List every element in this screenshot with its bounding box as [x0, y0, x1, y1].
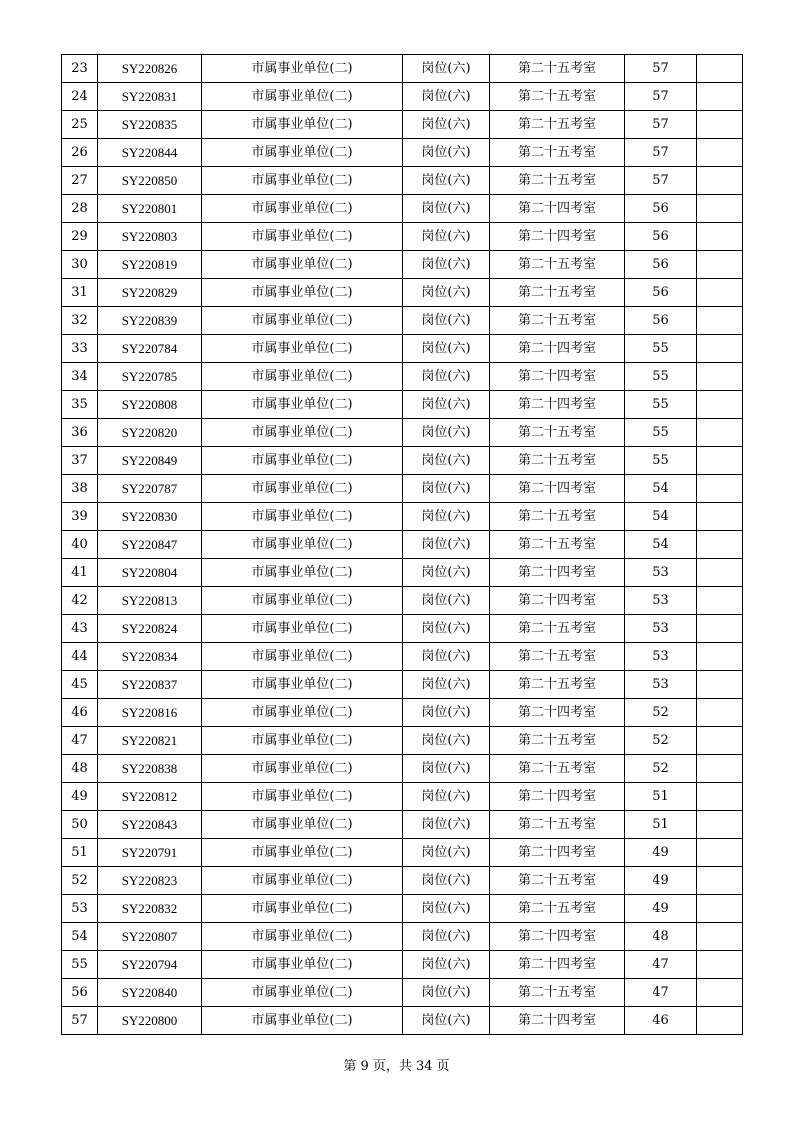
table-row	[62, 251, 743, 279]
table-row	[62, 279, 743, 307]
cell-position: 岗位(六)	[403, 895, 490, 923]
cell-serial-number: 38	[62, 475, 98, 503]
cell-position: 岗位(六)	[403, 671, 490, 699]
cell-serial-number: 48	[62, 755, 98, 783]
cell-unit: 市属事业单位(二)	[202, 531, 403, 559]
cell-serial-number: 51	[62, 839, 98, 867]
score-table	[61, 54, 743, 1035]
cell-serial-number: 27	[62, 167, 98, 195]
cell-score: 54	[625, 475, 697, 503]
cell-exam-room: 第二十五考室	[490, 83, 625, 111]
cell-serial-number: 28	[62, 195, 98, 223]
cell-unit: 市属事业单位(二)	[202, 279, 403, 307]
cell-serial-number: 45	[62, 671, 98, 699]
cell-position: 岗位(六)	[403, 419, 490, 447]
table-row	[62, 83, 743, 111]
cell-candidate-id: SY220847	[98, 531, 202, 559]
cell-score: 54	[625, 531, 697, 559]
cell-candidate-id: SY220849	[98, 447, 202, 475]
cell-score: 47	[625, 979, 697, 1007]
cell-candidate-id: SY220844	[98, 139, 202, 167]
table-row	[62, 979, 743, 1007]
cell-position: 岗位(六)	[403, 951, 490, 979]
cell-position: 岗位(六)	[403, 699, 490, 727]
cell-remark	[697, 671, 743, 699]
cell-unit: 市属事业单位(二)	[202, 783, 403, 811]
cell-position: 岗位(六)	[403, 783, 490, 811]
cell-exam-room: 第二十四考室	[490, 195, 625, 223]
cell-exam-room: 第二十四考室	[490, 1007, 625, 1035]
cell-exam-room: 第二十四考室	[490, 335, 625, 363]
cell-candidate-id: SY220837	[98, 671, 202, 699]
cell-unit: 市属事业单位(二)	[202, 727, 403, 755]
cell-candidate-id: SY220850	[98, 167, 202, 195]
cell-score: 53	[625, 615, 697, 643]
cell-serial-number: 53	[62, 895, 98, 923]
cell-score: 49	[625, 895, 697, 923]
cell-unit: 市属事业单位(二)	[202, 251, 403, 279]
cell-score: 57	[625, 167, 697, 195]
cell-serial-number: 47	[62, 727, 98, 755]
cell-position: 岗位(六)	[403, 447, 490, 475]
cell-unit: 市属事业单位(二)	[202, 671, 403, 699]
cell-candidate-id: SY220821	[98, 727, 202, 755]
cell-remark	[697, 307, 743, 335]
cell-score: 51	[625, 811, 697, 839]
cell-score: 52	[625, 727, 697, 755]
cell-candidate-id: SY220794	[98, 951, 202, 979]
table-row	[62, 307, 743, 335]
cell-serial-number: 55	[62, 951, 98, 979]
cell-unit: 市属事业单位(二)	[202, 391, 403, 419]
cell-unit: 市属事业单位(二)	[202, 83, 403, 111]
cell-candidate-id: SY220813	[98, 587, 202, 615]
cell-candidate-id: SY220784	[98, 335, 202, 363]
table-row	[62, 335, 743, 363]
cell-candidate-id: SY220823	[98, 867, 202, 895]
cell-unit: 市属事业单位(二)	[202, 811, 403, 839]
cell-remark	[697, 251, 743, 279]
table-row	[62, 615, 743, 643]
table-row	[62, 195, 743, 223]
cell-unit: 市属事业单位(二)	[202, 755, 403, 783]
cell-candidate-id: SY220824	[98, 615, 202, 643]
cell-exam-room: 第二十四考室	[490, 587, 625, 615]
table-row	[62, 559, 743, 587]
table-row	[62, 475, 743, 503]
cell-exam-room: 第二十五考室	[490, 167, 625, 195]
cell-serial-number: 30	[62, 251, 98, 279]
cell-serial-number: 49	[62, 783, 98, 811]
cell-candidate-id: SY220840	[98, 979, 202, 1007]
cell-remark	[697, 699, 743, 727]
cell-exam-room: 第二十五考室	[490, 251, 625, 279]
table-row	[62, 895, 743, 923]
cell-score: 57	[625, 111, 697, 139]
table-row	[62, 55, 743, 83]
cell-serial-number: 52	[62, 867, 98, 895]
cell-score: 56	[625, 195, 697, 223]
cell-exam-room: 第二十四考室	[490, 783, 625, 811]
cell-score: 57	[625, 139, 697, 167]
cell-serial-number: 31	[62, 279, 98, 307]
cell-position: 岗位(六)	[403, 643, 490, 671]
cell-score: 57	[625, 83, 697, 111]
cell-position: 岗位(六)	[403, 111, 490, 139]
cell-candidate-id: SY220835	[98, 111, 202, 139]
cell-remark	[697, 587, 743, 615]
cell-unit: 市属事业单位(二)	[202, 951, 403, 979]
cell-score: 56	[625, 223, 697, 251]
cell-remark	[697, 643, 743, 671]
cell-position: 岗位(六)	[403, 279, 490, 307]
cell-unit: 市属事业单位(二)	[202, 923, 403, 951]
cell-unit: 市属事业单位(二)	[202, 55, 403, 83]
table-row	[62, 531, 743, 559]
cell-unit: 市属事业单位(二)	[202, 363, 403, 391]
cell-serial-number: 34	[62, 363, 98, 391]
cell-remark	[697, 195, 743, 223]
table-row	[62, 223, 743, 251]
cell-exam-room: 第二十四考室	[490, 223, 625, 251]
cell-candidate-id: SY220831	[98, 83, 202, 111]
cell-serial-number: 43	[62, 615, 98, 643]
cell-candidate-id: SY220807	[98, 923, 202, 951]
cell-candidate-id: SY220803	[98, 223, 202, 251]
cell-remark	[697, 839, 743, 867]
cell-remark	[697, 447, 743, 475]
cell-position: 岗位(六)	[403, 335, 490, 363]
cell-position: 岗位(六)	[403, 223, 490, 251]
cell-serial-number: 36	[62, 419, 98, 447]
cell-position: 岗位(六)	[403, 55, 490, 83]
cell-unit: 市属事业单位(二)	[202, 111, 403, 139]
cell-remark	[697, 531, 743, 559]
cell-exam-room: 第二十五考室	[490, 279, 625, 307]
cell-candidate-id: SY220816	[98, 699, 202, 727]
table-row	[62, 167, 743, 195]
table-row	[62, 1007, 743, 1035]
cell-exam-room: 第二十四考室	[490, 839, 625, 867]
table-row	[62, 363, 743, 391]
cell-remark	[697, 951, 743, 979]
cell-remark	[697, 363, 743, 391]
table-row	[62, 951, 743, 979]
cell-unit: 市属事业单位(二)	[202, 643, 403, 671]
cell-candidate-id: SY220812	[98, 783, 202, 811]
cell-position: 岗位(六)	[403, 503, 490, 531]
cell-score: 55	[625, 363, 697, 391]
cell-serial-number: 33	[62, 335, 98, 363]
cell-remark	[697, 475, 743, 503]
cell-position: 岗位(六)	[403, 923, 490, 951]
cell-serial-number: 57	[62, 1007, 98, 1035]
cell-serial-number: 46	[62, 699, 98, 727]
cell-score: 56	[625, 279, 697, 307]
table-row	[62, 391, 743, 419]
cell-remark	[697, 55, 743, 83]
cell-serial-number: 42	[62, 587, 98, 615]
cell-position: 岗位(六)	[403, 615, 490, 643]
cell-candidate-id: SY220839	[98, 307, 202, 335]
cell-exam-room: 第二十五考室	[490, 979, 625, 1007]
cell-position: 岗位(六)	[403, 475, 490, 503]
cell-remark	[697, 755, 743, 783]
cell-remark	[697, 811, 743, 839]
cell-serial-number: 37	[62, 447, 98, 475]
cell-unit: 市属事业单位(二)	[202, 167, 403, 195]
table-row	[62, 671, 743, 699]
cell-position: 岗位(六)	[403, 167, 490, 195]
cell-score: 57	[625, 55, 697, 83]
cell-unit: 市属事业单位(二)	[202, 615, 403, 643]
cell-remark	[697, 559, 743, 587]
cell-unit: 市属事业单位(二)	[202, 223, 403, 251]
cell-score: 56	[625, 251, 697, 279]
cell-unit: 市属事业单位(二)	[202, 895, 403, 923]
cell-candidate-id: SY220838	[98, 755, 202, 783]
cell-candidate-id: SY220808	[98, 391, 202, 419]
cell-serial-number: 54	[62, 923, 98, 951]
cell-position: 岗位(六)	[403, 83, 490, 111]
cell-remark	[697, 727, 743, 755]
cell-score: 49	[625, 839, 697, 867]
cell-exam-room: 第二十五考室	[490, 503, 625, 531]
page-footer: 第 9 页，共 34 页	[343, 1059, 450, 1074]
cell-candidate-id: SY220787	[98, 475, 202, 503]
cell-remark	[697, 335, 743, 363]
cell-remark	[697, 1007, 743, 1035]
cell-candidate-id: SY220819	[98, 251, 202, 279]
cell-remark	[697, 111, 743, 139]
table-row	[62, 139, 743, 167]
cell-unit: 市属事业单位(二)	[202, 307, 403, 335]
cell-serial-number: 32	[62, 307, 98, 335]
cell-remark	[697, 279, 743, 307]
table-row	[62, 727, 743, 755]
cell-exam-room: 第二十五考室	[490, 111, 625, 139]
cell-serial-number: 25	[62, 111, 98, 139]
cell-unit: 市属事业单位(二)	[202, 587, 403, 615]
cell-exam-room: 第二十四考室	[490, 391, 625, 419]
cell-candidate-id: SY220800	[98, 1007, 202, 1035]
table-row	[62, 839, 743, 867]
cell-position: 岗位(六)	[403, 587, 490, 615]
cell-remark	[697, 83, 743, 111]
cell-candidate-id: SY220820	[98, 419, 202, 447]
cell-score: 52	[625, 699, 697, 727]
cell-unit: 市属事业单位(二)	[202, 335, 403, 363]
cell-unit: 市属事业单位(二)	[202, 839, 403, 867]
table-row	[62, 587, 743, 615]
cell-score: 53	[625, 587, 697, 615]
cell-unit: 市属事业单位(二)	[202, 419, 403, 447]
cell-score: 55	[625, 391, 697, 419]
cell-exam-room: 第二十四考室	[490, 951, 625, 979]
cell-serial-number: 24	[62, 83, 98, 111]
cell-unit: 市属事业单位(二)	[202, 503, 403, 531]
table-row	[62, 643, 743, 671]
cell-position: 岗位(六)	[403, 1007, 490, 1035]
cell-exam-room: 第二十四考室	[490, 923, 625, 951]
cell-score: 51	[625, 783, 697, 811]
cell-serial-number: 26	[62, 139, 98, 167]
cell-exam-room: 第二十五考室	[490, 867, 625, 895]
cell-unit: 市属事业单位(二)	[202, 979, 403, 1007]
cell-score: 46	[625, 1007, 697, 1035]
cell-position: 岗位(六)	[403, 139, 490, 167]
cell-remark	[697, 867, 743, 895]
cell-score: 47	[625, 951, 697, 979]
table-row	[62, 811, 743, 839]
cell-unit: 市属事业单位(二)	[202, 1007, 403, 1035]
cell-remark	[697, 615, 743, 643]
cell-exam-room: 第二十五考室	[490, 895, 625, 923]
cell-remark	[697, 895, 743, 923]
cell-unit: 市属事业单位(二)	[202, 195, 403, 223]
table-row	[62, 783, 743, 811]
table-row	[62, 699, 743, 727]
cell-remark	[697, 419, 743, 447]
table-row	[62, 867, 743, 895]
cell-exam-room: 第二十五考室	[490, 419, 625, 447]
table-row	[62, 111, 743, 139]
cell-position: 岗位(六)	[403, 559, 490, 587]
cell-serial-number: 50	[62, 811, 98, 839]
table-row	[62, 923, 743, 951]
cell-unit: 市属事业单位(二)	[202, 867, 403, 895]
cell-position: 岗位(六)	[403, 195, 490, 223]
table-row	[62, 503, 743, 531]
cell-candidate-id: SY220826	[98, 55, 202, 83]
cell-exam-room: 第二十五考室	[490, 139, 625, 167]
cell-score: 54	[625, 503, 697, 531]
cell-position: 岗位(六)	[403, 755, 490, 783]
table-row	[62, 447, 743, 475]
cell-position: 岗位(六)	[403, 251, 490, 279]
cell-remark	[697, 223, 743, 251]
cell-unit: 市属事业单位(二)	[202, 139, 403, 167]
cell-serial-number: 56	[62, 979, 98, 1007]
cell-position: 岗位(六)	[403, 391, 490, 419]
cell-position: 岗位(六)	[403, 727, 490, 755]
table-row	[62, 419, 743, 447]
cell-candidate-id: SY220834	[98, 643, 202, 671]
cell-unit: 市属事业单位(二)	[202, 475, 403, 503]
cell-exam-room: 第二十五考室	[490, 615, 625, 643]
cell-serial-number: 29	[62, 223, 98, 251]
cell-candidate-id: SY220832	[98, 895, 202, 923]
cell-score: 48	[625, 923, 697, 951]
cell-candidate-id: SY220785	[98, 363, 202, 391]
cell-remark	[697, 783, 743, 811]
cell-unit: 市属事业单位(二)	[202, 559, 403, 587]
cell-position: 岗位(六)	[403, 363, 490, 391]
cell-serial-number: 40	[62, 531, 98, 559]
cell-remark	[697, 139, 743, 167]
cell-serial-number: 39	[62, 503, 98, 531]
cell-score: 55	[625, 335, 697, 363]
table-row	[62, 755, 743, 783]
cell-candidate-id: SY220829	[98, 279, 202, 307]
cell-score: 55	[625, 419, 697, 447]
cell-position: 岗位(六)	[403, 839, 490, 867]
cell-candidate-id: SY220801	[98, 195, 202, 223]
cell-unit: 市属事业单位(二)	[202, 447, 403, 475]
cell-serial-number: 35	[62, 391, 98, 419]
cell-candidate-id: SY220830	[98, 503, 202, 531]
cell-score: 56	[625, 307, 697, 335]
cell-exam-room: 第二十五考室	[490, 307, 625, 335]
cell-position: 岗位(六)	[403, 531, 490, 559]
cell-score: 53	[625, 559, 697, 587]
cell-score: 49	[625, 867, 697, 895]
cell-score: 53	[625, 671, 697, 699]
cell-exam-room: 第二十四考室	[490, 699, 625, 727]
cell-remark	[697, 391, 743, 419]
cell-score: 53	[625, 643, 697, 671]
cell-position: 岗位(六)	[403, 867, 490, 895]
cell-position: 岗位(六)	[403, 307, 490, 335]
cell-exam-room: 第二十五考室	[490, 671, 625, 699]
cell-serial-number: 23	[62, 55, 98, 83]
cell-serial-number: 41	[62, 559, 98, 587]
cell-exam-room: 第二十四考室	[490, 475, 625, 503]
table-body	[62, 55, 743, 1035]
cell-remark	[697, 167, 743, 195]
cell-serial-number: 44	[62, 643, 98, 671]
cell-exam-room: 第二十四考室	[490, 363, 625, 391]
cell-candidate-id: SY220791	[98, 839, 202, 867]
cell-exam-room: 第二十四考室	[490, 559, 625, 587]
cell-exam-room: 第二十五考室	[490, 643, 625, 671]
cell-unit: 市属事业单位(二)	[202, 699, 403, 727]
cell-remark	[697, 503, 743, 531]
cell-exam-room: 第二十五考室	[490, 755, 625, 783]
cell-candidate-id: SY220843	[98, 811, 202, 839]
cell-exam-room: 第二十五考室	[490, 55, 625, 83]
cell-candidate-id: SY220804	[98, 559, 202, 587]
cell-exam-room: 第二十五考室	[490, 447, 625, 475]
cell-remark	[697, 923, 743, 951]
cell-exam-room: 第二十五考室	[490, 727, 625, 755]
cell-exam-room: 第二十五考室	[490, 531, 625, 559]
cell-remark	[697, 979, 743, 1007]
cell-score: 55	[625, 447, 697, 475]
cell-position: 岗位(六)	[403, 811, 490, 839]
cell-exam-room: 第二十五考室	[490, 811, 625, 839]
cell-position: 岗位(六)	[403, 979, 490, 1007]
cell-score: 52	[625, 755, 697, 783]
